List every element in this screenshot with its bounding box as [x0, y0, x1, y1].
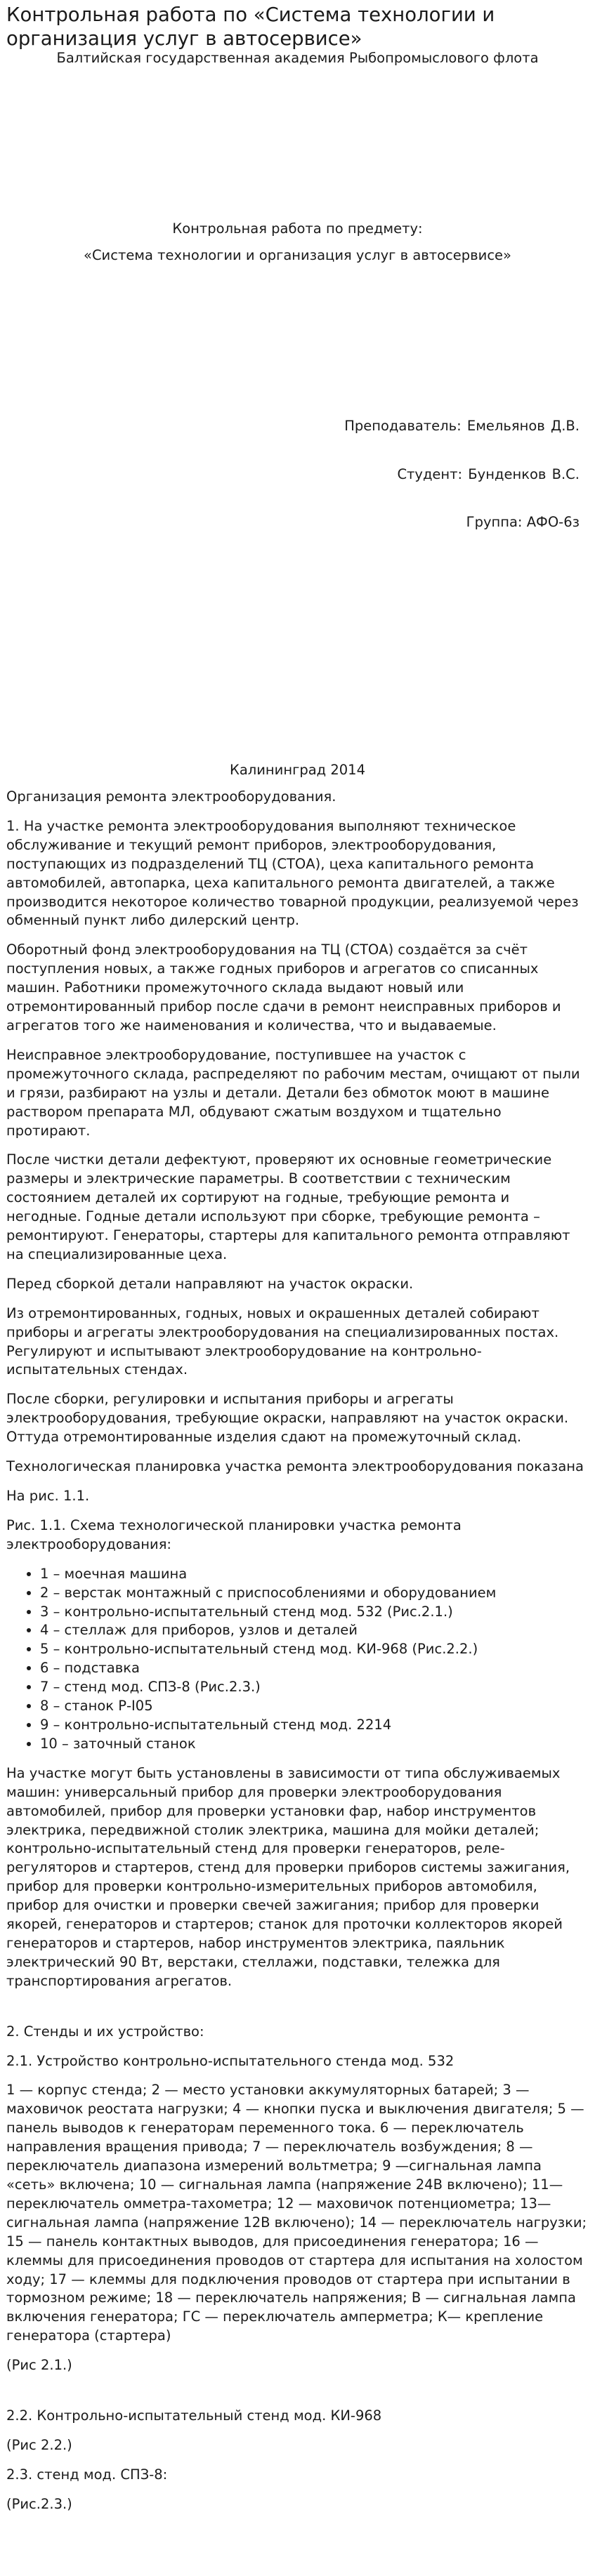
spacer — [6, 2002, 588, 2023]
equipment-list — [6, 1565, 588, 1754]
document-title: Контрольная работа по «Система технологии и организация услуг в автосервисе» — [6, 4, 495, 51]
paragraph: После сборки, регулировки и испытания приборы и агрегаты электрооборудования, требующие окраски, направляют на участок окраски. Оттуда отремонтированные изделия сдают на промежуточный склад. — [6, 1391, 569, 1446]
paragraph: 1 — корпус стенда; 2 — место установки аккумуляторных батарей; 3 — маховичок реостата нагрузки; 4 — кнопки пуска и выключения двигателя; 5 — панель выводов к генераторам переменного тока. 6 — переключатель направления вращения привода; 7 — переключатель возбуждения; 8 — переключатель диапазона измерений вольтметра; 9 —сигнальная лампа «сеть» включена; 10 — сигнальная лампа (напряжение 24В включено); 11— переключатель омметра-тахометра; 12 — маховичок потенциометра; 13— сигнальная лампа (напряжение 12В включено); 14 — переключатель нагрузки; 15 — панель контактных выводов, для присоединения генератора; 16 — клеммы для присоединения проводов от стартера для испытания на холостом ходу; 17 — клеммы для подключения проводов от стартера при испытании в тормозном режиме; 18 — переключатель напряжения; В — сигнальная лампа включения генератора; ГС — переключатель амперметра; К— крепление генератора (стартера) — [6, 2082, 587, 2344]
paragraph: Оборотный фонд электрооборудования на ТЦ (СТОА) создаётся за счёт поступления новых, а также годных приборов и агрегатов со списанных машин. Работники промежуточного склада выдают новый или отремонтированный прибор после сдачи в ремонт неисправных приборов и агрегатов того же наименования и количества, что и выдаваемые. — [6, 942, 561, 1033]
paragraph: 1. На участке ремонта электрооборудования выполняют техническое обслуживание и текущий ремонт приборов, электрооборудования, поступающих из подразделений ТЦ (СТОА), цеха капитального ремонта автомобилей, автопарка, цеха капитального ремонта двигателей, а также производится некоторое количество товарной продукции, реализуемой через обменный пункт либо дилерский центр. — [6, 817, 579, 929]
list-item: • 5 – контрольно-испытательный стенд мод. КИ-968 (Рис.2.2.) — [40, 1640, 588, 1659]
figure-caption: Рис. 1.1. Схема технологической планировки участка ремонта электрооборудования: — [6, 1517, 462, 1552]
section-heading: 2. Стенды и их устройство: — [6, 2023, 204, 2040]
paragraph: После чистки детали дефектуют, проверяют их основные геометрические размеры и электрические параметры. В соответствии с техническим состоянием деталей их сортируют на годные, требующие ремонта и негодные. Годные детали используют при сборке, требующие ремонта – ремонтируют. Генераторы, стартеры для капитального ремонта отправляют на специализированные цеха. — [6, 1151, 570, 1262]
figure-reference: (Рис 2.2.) — [6, 2436, 72, 2453]
list-item: • 1 – моечная машина — [40, 1565, 588, 1584]
paragraph: Неисправное электрооборудование, поступившее на участок с промежуточного склада, распределяют по рабочим местам, очищают от пыли и грязи, разбирают на узлы и детали. Детали без обмоток моют в машине раствором препарата МЛ, обдувают сжатым воздухом и тщательно протирают. — [6, 1046, 580, 1139]
group-line: Группа: АФО-6з — [466, 514, 580, 530]
subsection-heading: 2.1. Устройство контрольно-испытательного стенда мод. 532 — [6, 2052, 455, 2069]
paragraph: На рис. 1.1. — [6, 1488, 90, 1504]
subject-line: Контрольная работа по предмету: — [172, 220, 423, 237]
subject-name: «Система технологии и организация услуг в автосервисе» — [84, 247, 511, 263]
paragraph: Из отремонтированных, годных, новых и окрашенных деталей собирают приборы и агрегаты электрооборудования на специализированных постах. Регулируют и испытывают электрооборудование на контрольно-испытательных стендах. — [6, 1304, 559, 1378]
paragraph: Перед сборкой детали направляют на участок окраски. — [6, 1275, 414, 1292]
teacher-line: Преподаватель: Емельянов Д.В. — [344, 418, 580, 434]
student-line: Студент: Бунденков В.С. — [397, 466, 580, 482]
list-item: • 3 – контрольно-испытательный стенд мод. 532 (Рис.2.1.) — [40, 1603, 588, 1622]
list-item: • 4 – стеллаж для приборов, узлов и деталей — [40, 1621, 588, 1640]
list-item: • 6 – подставка — [40, 1659, 588, 1678]
paragraph: Технологическая планировка участка ремонта электрооборудования показана — [6, 1458, 584, 1475]
list-item: • 10 – заточный станок — [40, 1735, 588, 1754]
subsection-heading: 2.3. стенд мод. СПЗ-8: — [6, 2466, 168, 2483]
list-item: • 8 – станок Р-I05 — [40, 1697, 588, 1716]
list-item: • 7 – стенд мод. СПЗ-8 (Рис.2.3.) — [40, 1678, 588, 1697]
city-year: Калининград 2014 — [230, 762, 365, 778]
figure-reference: (Рис 2.1.) — [6, 2357, 72, 2374]
figure-reference: (Рис.2.3.) — [6, 2495, 72, 2512]
academy-name: Балтийская государственная академия Рыбопромыслового флота — [56, 50, 539, 66]
list-item: • 2 – верстак монтажный с приспособлениями и оборудованием — [40, 1584, 588, 1603]
spacer — [6, 2386, 588, 2407]
paragraph: На участке могут быть установлены в зависимости от типа обслуживаемых машин: универсальный прибор для проверки электрооборудования автомобилей, прибор для проверки установки фар, набор инструментов электрика, передвижной столик электрика, машина для мойки деталей; контрольно-испытательный стенд для проверки генераторов, реле-регуляторов и стартеров, стенд для проверки приборов системы зажигания, прибор для проверки контрольно-измерительных приборов автомобиля, прибор для очистки и проверки свечей зажигания; прибор для проверки якорей, генераторов и стартеров; станок для проточки коллекторов якорей генераторов и стартеров, набор инструментов электрика, паяльник электрический 90 Вт, верстаки, стеллажи, подставки, тележка для транспортирования агрегатов. — [6, 1764, 570, 1989]
subsection-heading: 2.2. Контрольно-испытательный стенд мод. КИ-968 — [6, 2407, 382, 2424]
document-body — [6, 788, 588, 2525]
list-item: • 9 – контрольно-испытательный стенд мод. 2214 — [40, 1716, 588, 1735]
section-heading: Организация ремонта электрооборудования. — [6, 788, 336, 805]
